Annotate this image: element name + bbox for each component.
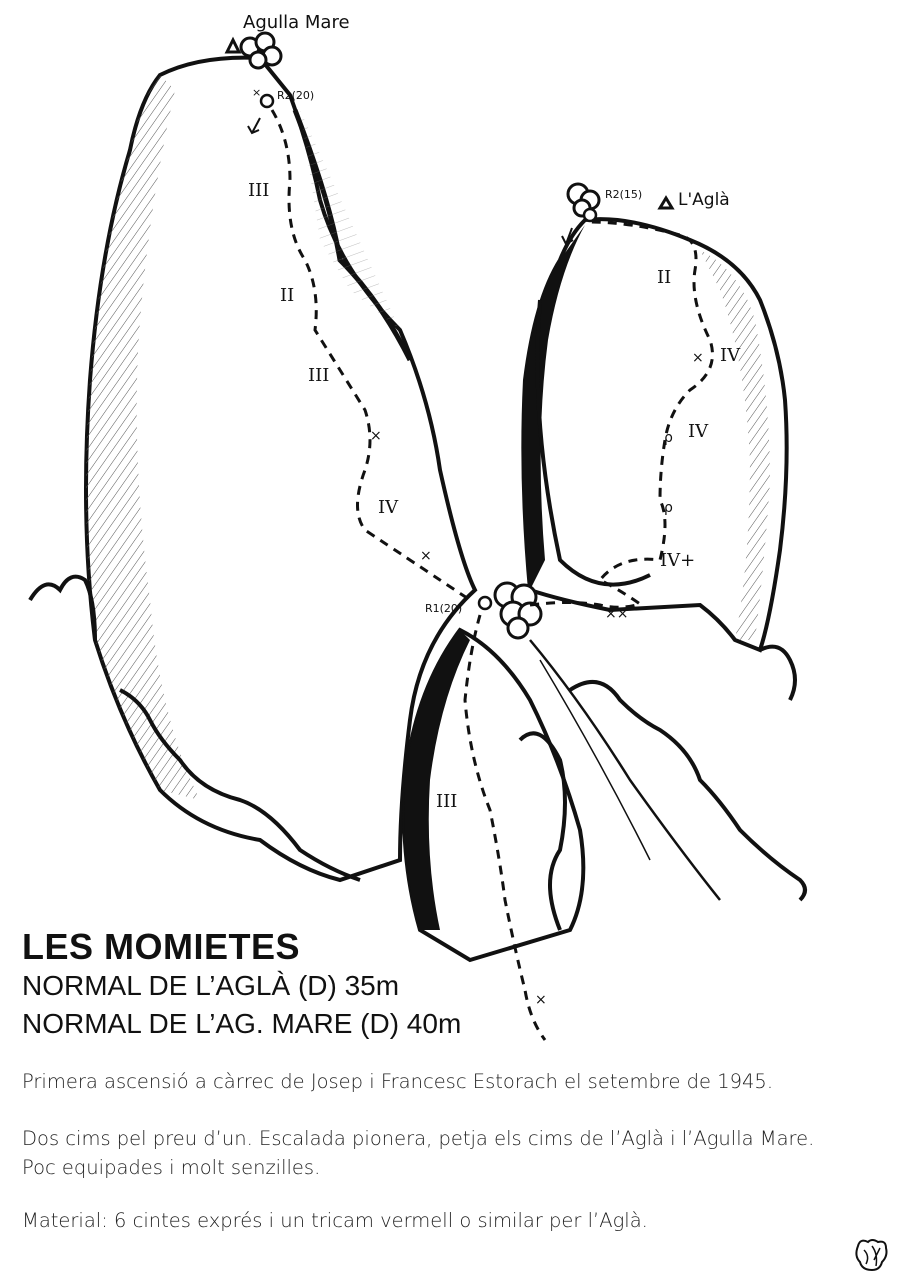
svg-text:×: × [252,86,262,99]
grade-am-3: III [308,365,330,386]
tree-col [495,583,541,638]
grade-ag-4: IV+ [660,550,696,571]
belay-label-r2-agla: R2(15) [605,188,643,201]
summit-label-agla: L'Aglà [678,190,730,210]
summit-label-agulla-mare: Agulla Mare [243,12,350,33]
grade-ag-3: IV [688,421,709,442]
grade-base: III [436,791,458,812]
svg-text:×: × [692,350,704,366]
route-name-agla: NORMAL DE L’AGLÀ (D) 35m [22,970,400,1001]
description-summary [22,1124,882,1182]
route-name-agulla-mare: NORMAL DE L’AG. MARE (D) 40m [22,1008,462,1039]
first-ascent-text: Primera ascensió a càrrec de Josep i Francesc Estorach el setembre de 1945. [22,1070,774,1093]
description-material [22,1206,882,1235]
page-title: LES MOMIETES [22,926,301,967]
belay-label-r2-agulla: R2(20) [277,89,315,102]
svg-text:ρ: ρ [664,430,673,446]
svg-text:×: × [535,992,547,1008]
svg-text:××: ×× [605,606,629,622]
grade-am-4: IV [378,497,399,518]
svg-text:ρ: ρ [664,500,673,516]
agla-tower [523,219,786,650]
description-first-ascent [22,1067,882,1096]
author-logo-icon [852,1236,892,1274]
svg-text:×: × [370,428,382,444]
grade-am-1: III [248,180,270,201]
svg-text:×: × [420,548,432,564]
material-text: Material: 6 cintes exprés i un tricam vermell o similar per l’Aglà. [22,1209,648,1232]
belay-label-r1: R1(20) [425,602,463,615]
summary-line-2: Poc equipades i molt senzilles. [22,1156,321,1179]
grade-am-2: II [280,285,295,306]
summary-line-1: Dos cims pel preu d’un. Escalada pionera, petja els cims de l’Aglà i l’Agulla Mare. [22,1127,815,1150]
grade-ag-2: IV [720,345,741,366]
grade-ag-1: II [657,267,672,288]
